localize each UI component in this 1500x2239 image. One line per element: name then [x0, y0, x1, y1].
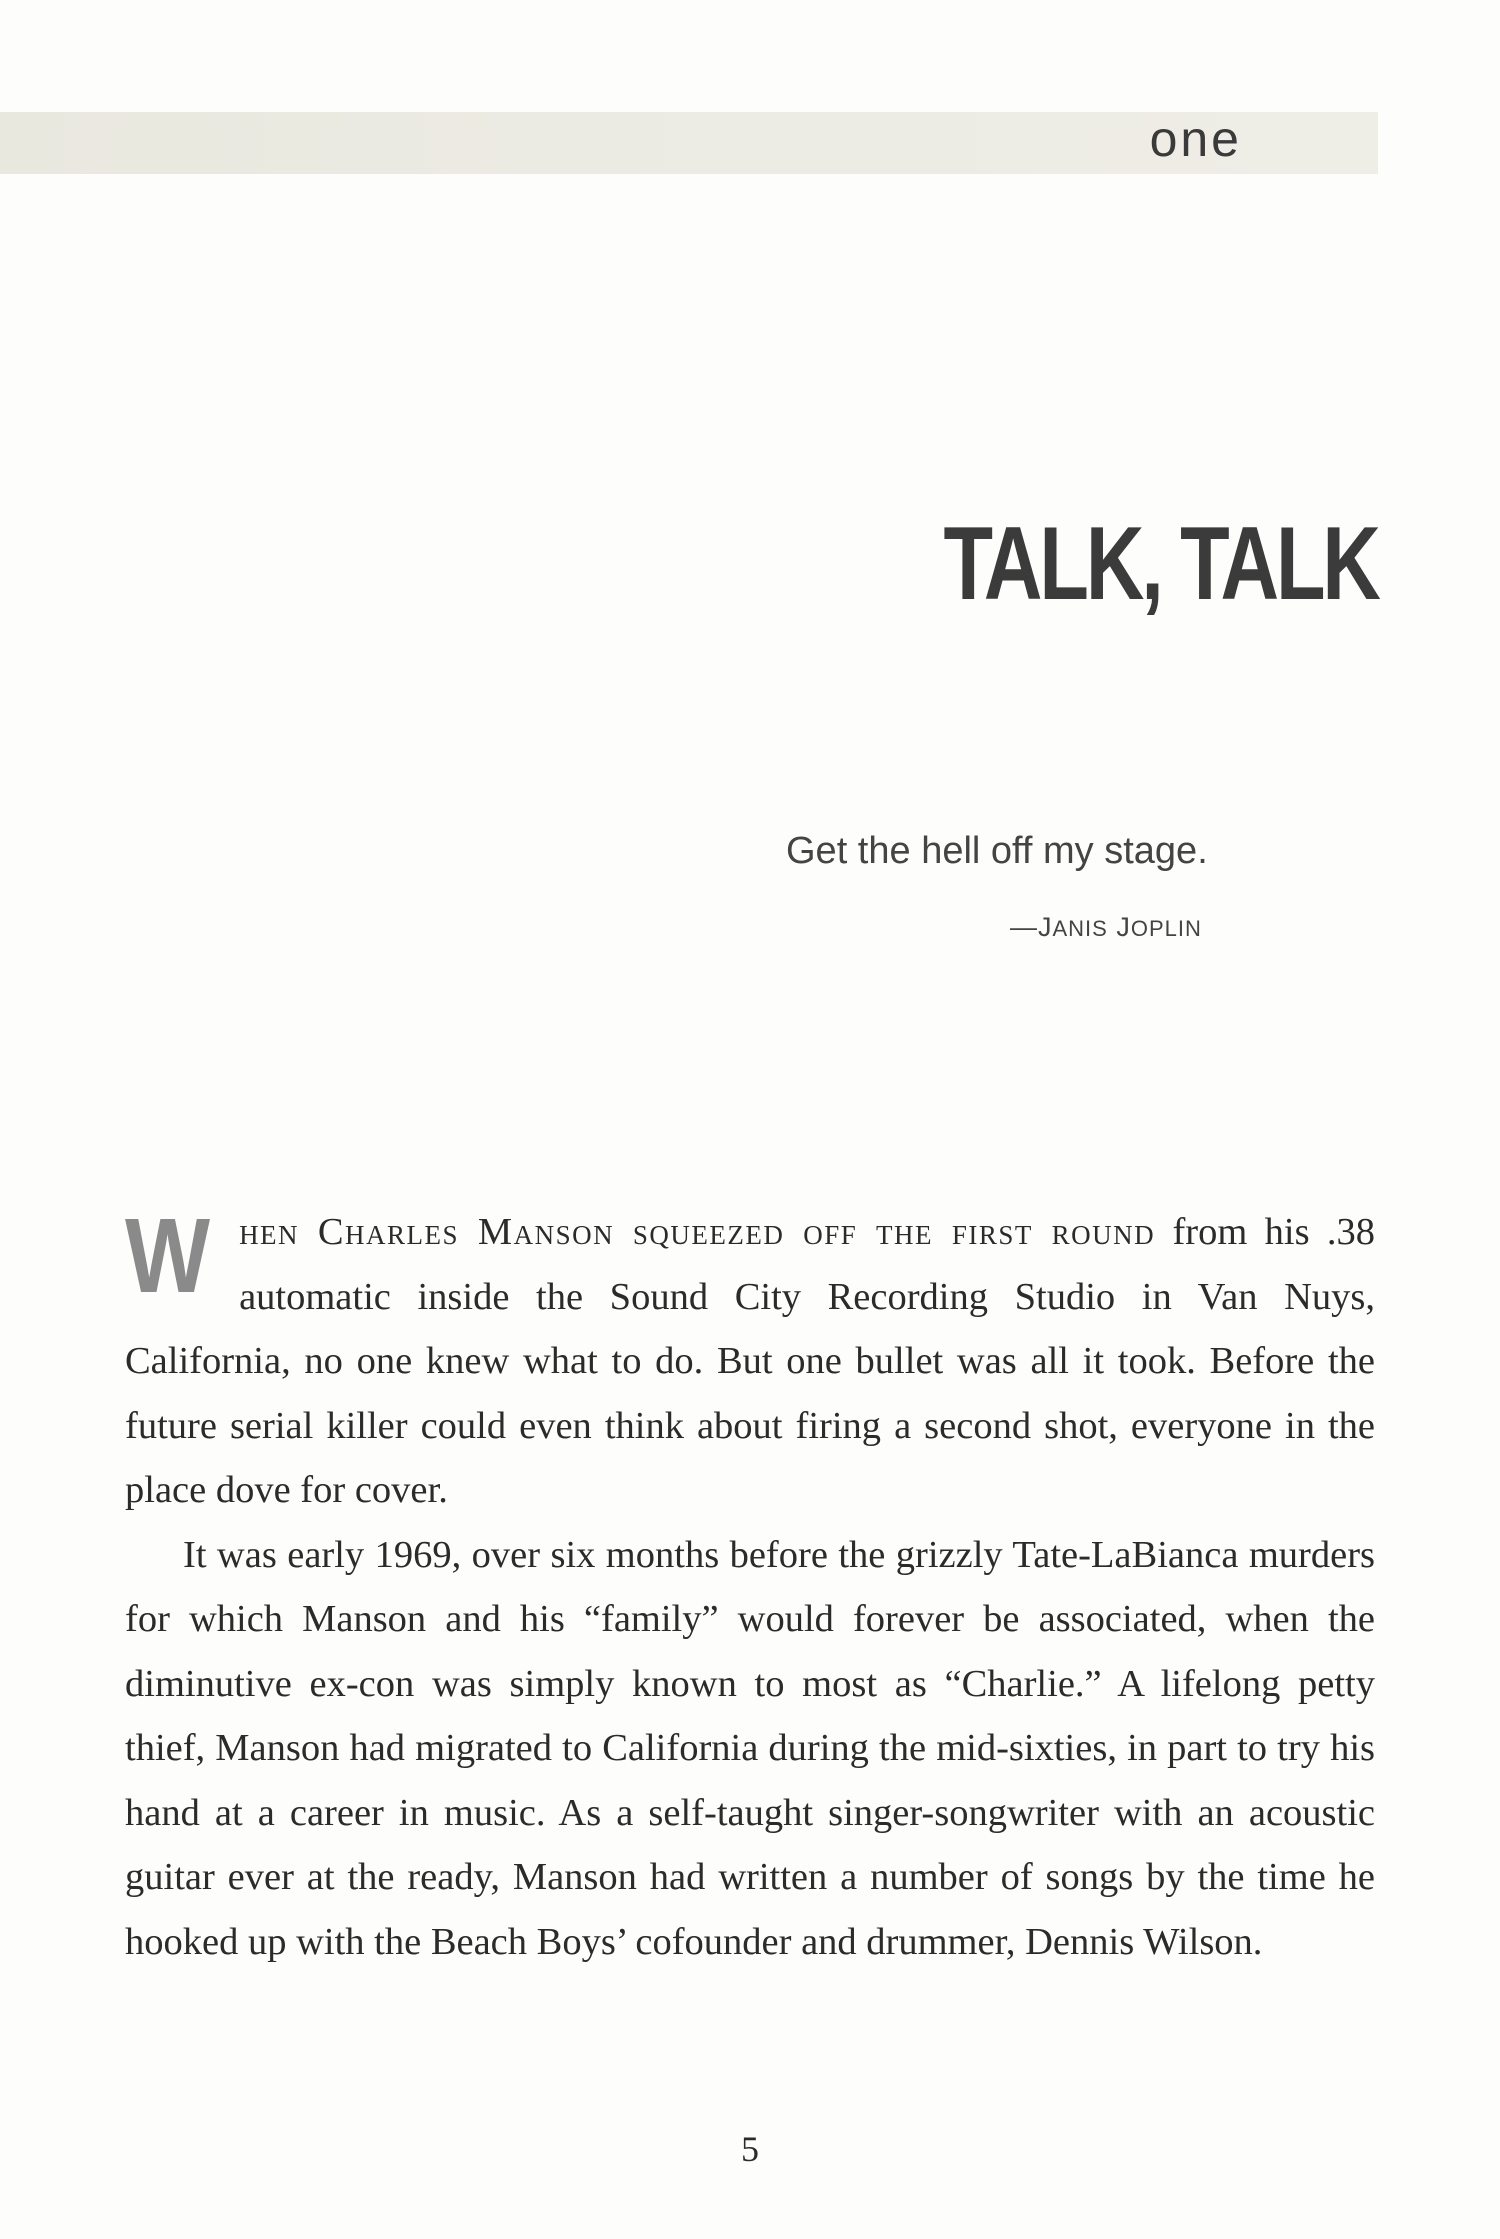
paragraph-2: It was early 1969, over six months before the grizzly Tate-LaBianca murders for which Manson and his “family” would forever be associated, when the diminutive ex-con was simply known to most as “Charlie.” A lifelong petty thief, Manson had migrated to California during the mid-sixties, in part to try his hand at a career in music. As a self-taught singer-songwriter with an acoustic guitar ever at the ready, Manson had written a number of songs by the time he hooked up with the Beach Boys’ cofounder and drummer, Dennis Wilson. [125, 1533, 1375, 1963]
epigraph-quote: Get the hell off my stage. [786, 830, 1208, 872]
chapter-title: TALK, TALK [943, 506, 1378, 622]
paragraph-1-opening: hen Charles Manson squeezed off the first round [239, 1211, 1156, 1253]
epigraph-attribution [1010, 912, 1202, 943]
chapter-number-label: one [1149, 111, 1242, 167]
paragraph-1-text: from his .38 automatic inside the Sound City Recording Studio in Van Nuys, California, no one knew what to do. But one bullet was all it took. Before the future serial killer could even think about firing a second shot, everyone in the place dove for cover. [125, 1211, 1375, 1511]
page-number: 5 [741, 2129, 759, 2169]
body-text [125, 1197, 1375, 1974]
attribution-last-initial: J [1116, 912, 1131, 942]
attribution-first-initial: J [1038, 912, 1053, 942]
drop-cap: W [125, 1197, 211, 1315]
attribution-first-rest: ANIS [1052, 916, 1108, 941]
paragraph-1 [125, 1197, 1375, 1523]
attribution-dash: — [1010, 912, 1038, 942]
attribution-last-rest: OPLIN [1130, 916, 1202, 941]
